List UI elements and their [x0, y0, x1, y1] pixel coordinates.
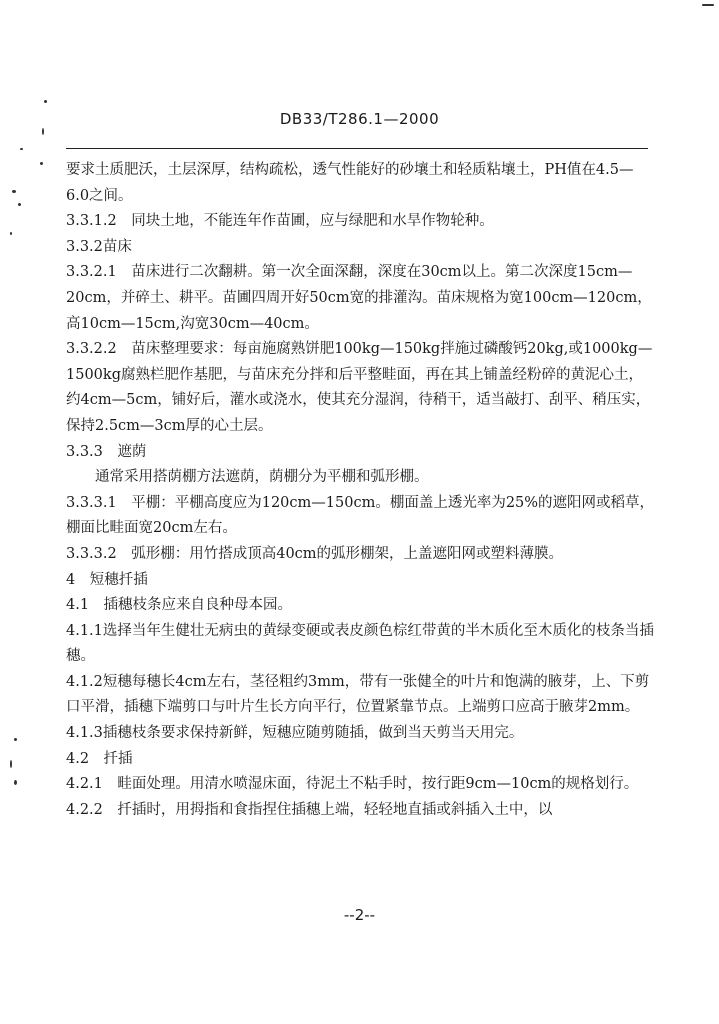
scan-speck [44, 100, 47, 103]
paragraph-4-2-2: 4.2.2 扦插时，用拇指和食指捏住插穗上端，轻轻地直插或斜插入土中，以 [66, 801, 553, 818]
paragraph-shade-intro: 通常采用搭荫棚方法遮荫，荫棚分为平棚和弧形棚。 [95, 469, 429, 486]
scan-speck [10, 232, 12, 235]
heading-3-3-2: 3.3.2苗床 [66, 238, 132, 255]
scan-speck [12, 190, 16, 193]
scan-speck [18, 203, 21, 206]
paragraph-4-1: 4.1 插穗枝条应来自良种母本园。 [66, 597, 293, 614]
page-number: --2-- [343, 906, 376, 924]
scan-speck [14, 738, 17, 741]
heading-3-3-3: 3.3.3 遮荫 [66, 443, 147, 460]
paragraph-3-3-1-2: 3.3.1.2 同块土地，不能连年作苗圃，应与绿肥和水旱作物轮种。 [66, 213, 494, 230]
document-body [66, 158, 656, 823]
scan-speck [20, 148, 23, 150]
scan-speck [10, 760, 12, 768]
scan-speck [40, 162, 43, 165]
paragraph-4-1-2: 4.1.2短穗每穗长4cm左右，茎径粗约3mm，带有一张健全的叶片和饱满的腋芽，上、下剪口平滑，插穗下端剪口与叶片生长方向平行，位置紧靠节点。上端剪口应高于腋芽2mm。 [66, 673, 650, 716]
paragraph-4-2-1: 4.2.1 畦面处理。用清水喷湿床面，待泥土不粘手时，按行距9cm—10cm的规格划行。 [66, 776, 639, 793]
heading-4: 4 短穗扦插 [66, 571, 148, 588]
header-rule [66, 148, 648, 149]
paragraph-3-3-3-1: 3.3.3.1 平棚：平棚高度应为120cm—150cm。棚面盖上透光率为25%的遮阳网或稻草，棚面比畦面宽20cm左右。 [66, 494, 655, 537]
paragraph-3-3-3-2: 3.3.3.2 弧形棚：用竹搭成顶高40cm的弧形棚架，上盖遮阳网或塑料薄膜。 [66, 545, 564, 562]
page-header: DB33/T286.1—2000 [279, 110, 440, 128]
paragraph-4-1-1: 4.1.1选择当年生健壮无病虫的黄绿变硬或表皮颜色棕红带黄的半木质化至木质化的枝条当插穗。 [66, 622, 654, 665]
paragraph-3-3-2-2: 3.3.2.2 苗床整理要求：每亩施腐熟饼肥100kg—150kg拌施过磷酸钙20kg,或1000kg—1500kg腐熟栏肥作基肥，与苗床充分拌和后平整畦面，再在其上铺盖经粉碎的黄泥心土，约4cm—5cm，铺好后，灌水或浇水，使其充分湿润，待稍干，适当敲打、刮平、稍压实，保持2.5cm—3cm厚的心土层。 [66, 341, 653, 434]
scan-speck [702, 4, 714, 6]
scan-speck [14, 780, 17, 785]
paragraph-soil: 要求土质肥沃，土层深厚，结构疏松，透气性能好的砂壤土和轻质粘壤土，PH值在4.5—6.0之间。 [66, 162, 634, 204]
paragraph-4-1-3: 4.1.3插穗枝条要求保持新鲜，短穗应随剪随插，做到当天剪当天用完。 [66, 725, 524, 742]
heading-4-2: 4.2 扦插 [66, 750, 133, 767]
paragraph-3-3-2-1: 3.3.2.1 苗床进行二次翻耕。第一次全面深翻，深度在30cm以上。第二次深度15cm—20cm，并碎土、耕平。苗圃四周开好50cm宽的排灌沟。苗床规格为宽100cm—120cm，高10cm—15cm,沟宽30cm—40cm。 [66, 264, 652, 332]
scan-speck [42, 128, 44, 135]
